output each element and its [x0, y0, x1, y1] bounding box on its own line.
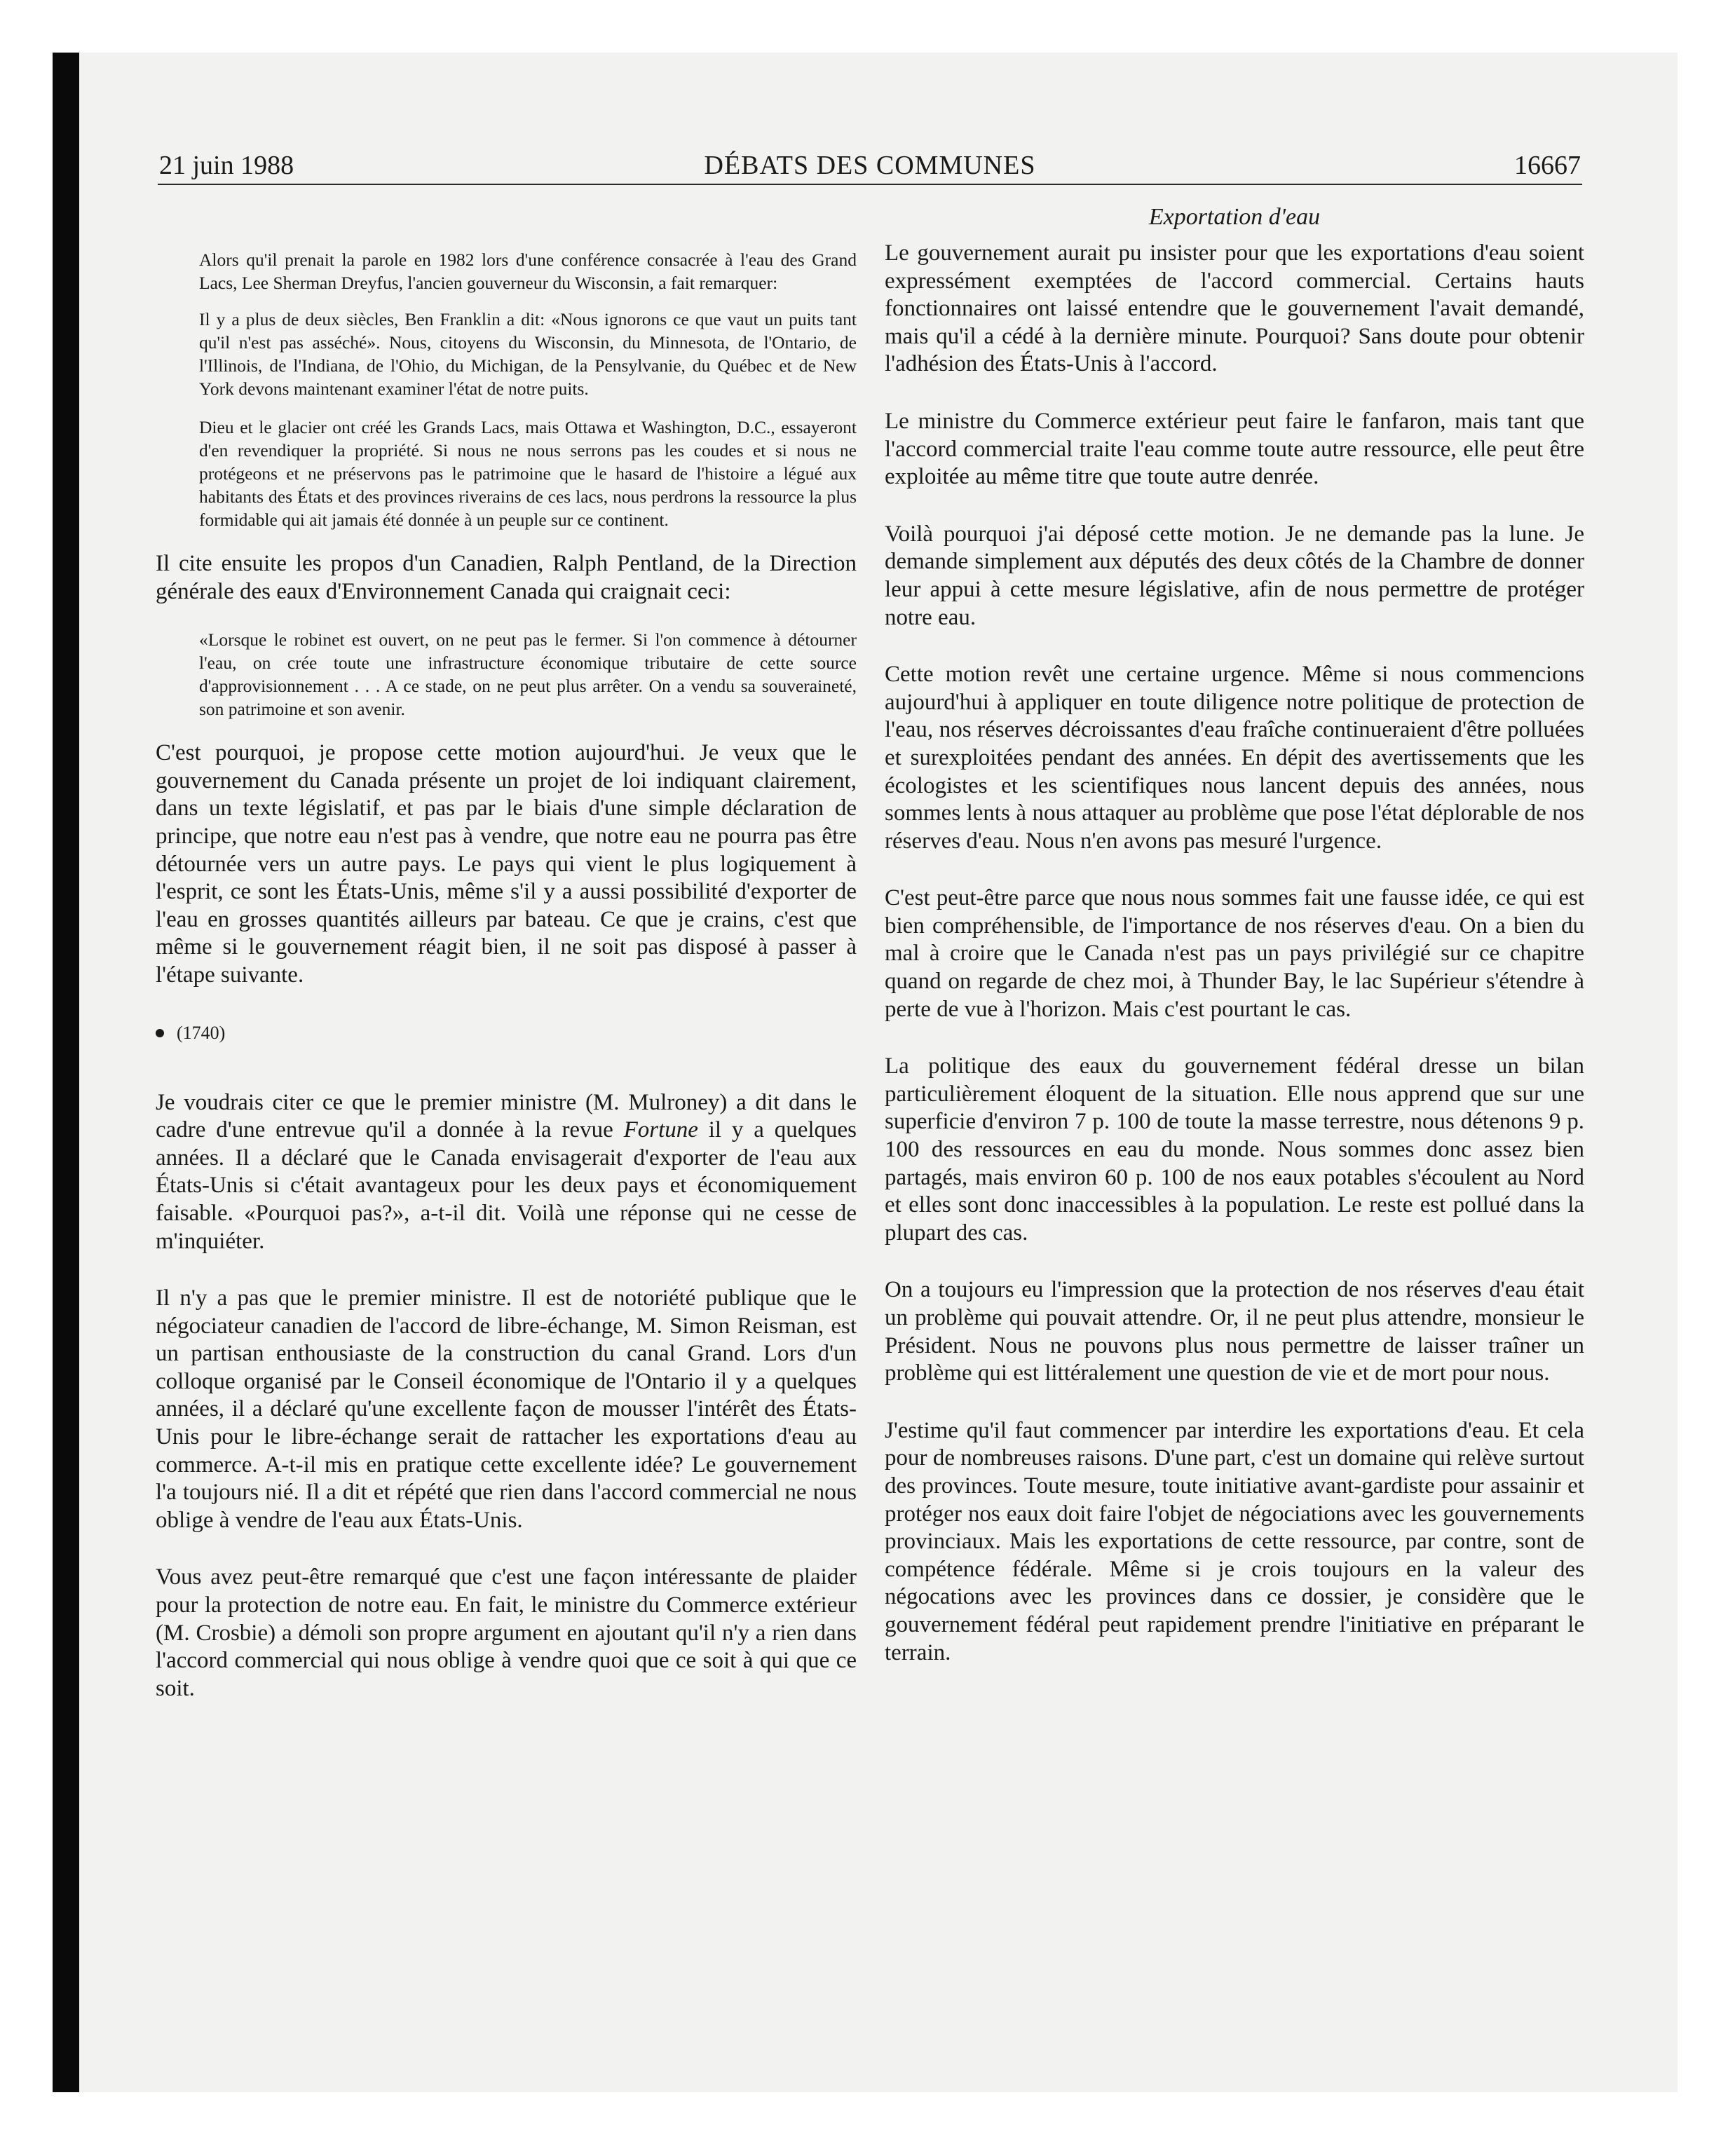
page-header [158, 147, 1582, 185]
quote-block-pentland [156, 628, 857, 721]
header-date: 21 juin 1988 [159, 151, 294, 180]
paragraph-politique: La politique des eaux du gouvernement fédéral dresse un bilan particulièrement éloquent de la situation. Elle nous apprend que sur une superficie d'environ 7 p. 100 de toute la masse terrestre, nous détenons 9 p. 100 des ressources en eau du monde. Nous sommes donc assez bien partagés, mais environ 60 p. 100 de nos eaux potables s'écoulent au Nord et elles sont donc inaccessibles à la population. Le reste est pollué dans la plupart des cas. [885, 1053, 1584, 1246]
bullet-icon [156, 1029, 164, 1037]
paragraph-urgence: Cette motion revêt une certaine urgence. Même si nous commencions aujourd'hui à appliquer en toute diligence notre politique de protection de l'eau, nos réserves décroissantes d'eau fraîche continueraient d'être polluées et surexploitées pendant des années. En dépit des avertissements que les écologistes et les scientifiques nous lancent depuis des années, nous sommes lents à nous attaquer au problème que pose l'état déplorable de nos réserves d'eau. Nous n'en avons pas mesuré l'urgence. [885, 662, 1584, 854]
paragraph-fanfaron: Le ministre du Commerce extérieur peut faire le fanfaron, mais tant que l'accord commercial traite l'eau comme toute autre ressource, elle peut être exploitée au même titre que toute autre denrée. [885, 408, 1584, 490]
magazine-title: Fortune [623, 1117, 698, 1143]
paragraph-crosbie: Vous avez peut-être remarqué que c'est une façon intéressante de plaider pour la protection de notre eau. En fait, le ministre du Commerce extérieur (M. Crosbie) a démoli son propre argument en ajoutant qu'il n'y a rien dans l'accord commercial qui nous oblige à vendre quoi que ce soit à qui que ce soit. [156, 1564, 857, 1701]
mulroney-text-start: Je voudrais citer ce que le premier ministre (M. Mulroney) a dit dans le cadre d'une entrevue qu'il a donnée à la revue [156, 1089, 857, 1143]
quote-intro: Alors qu'il prenait la parole en 1982 lors d'une conférence consacrée à l'eau des Grand Lacs, Lee Sherman Dreyfus, l'ancien gouverneur du Wisconsin, a fait remarquer: [199, 250, 857, 293]
timestamp [156, 1019, 857, 1047]
paragraph-motion: C'est pourquoi, je propose cette motion aujourd'hui. Je veux que le gouvernement du Canada présente un projet de loi indiquant clairement, dans un texte législatif, et pas par le biais d'une simple déclaration de principe, que notre eau n'est pas à vendre, que notre eau ne pourra pas être détournée vers un autre pays. Le pays qui vient le plus logiquement à l'esprit, ce sont les États-Unis, même s'il y a aussi possibilité d'exporter de l'eau en grosses quantités ailleurs par bateau. Ce que je crains, c'est que même si le gouvernement réagit bien, il ne soit pas disposé à passer à l'étape suivante. [156, 740, 857, 988]
header-page-number: 16667 [1514, 151, 1581, 180]
paragraph-vie-et-mort: On a toujours eu l'impression que la protection de nos réserves d'eau était un problème qui pouvait attendre. Or, il ne peut plus attendre, monsieur le Président. Nous ne pouvons plus nous permettre de laisser traîner un problème qui est littéralement une question de vie et de mort pour nous. [885, 1277, 1584, 1386]
paragraph-pentland: Il cite ensuite les propos d'un Canadien, Ralph Pentland, de la Direction générale des eaux d'Environnement Canada qui craignait ceci: [156, 551, 857, 604]
mulroney-text-end: il y a quelques années. Il a déclaré que le Canada envisagerait d'exporter de l'eau aux États-Unis si c'était avantageux pour les deux pays et économiquement faisable. «Pourquoi pas?», a-t-il dit. Voilà une réponse qui ne cesse de m'inquiéter. [156, 1117, 857, 1254]
scan-border [53, 53, 79, 2092]
paragraph-interdire: J'estime qu'il faut commencer par interdire les exportations d'eau. Et cela pour de nombreuses raisons. D'une part, c'est un domaine qui relève surtout des provinces. Toute mesure, toute initiative avant-gardiste pour assainir et protéger nos eaux doit faire l'objet de négociations avec les gouvernements provinciaux. Mais les exportations de cette ressource, par contre, sont de compétence fédérale. Même si je crois toujours en la valeur des négocations avec les provinces dans ce dossier, je considère que le gouvernement fédéral peut rapidement prendre l'initiative en préparant le terrain. [885, 1417, 1584, 1665]
quote-block-dreyfus [156, 308, 857, 531]
paragraph-thunder-bay: C'est peut-être parce que nous nous sommes fait une fausse idée, ce qui est bien compréhensible, de l'importance de nos réserves d'eau. On a bien du mal à croire que le Canada n'est pas un pays privilégié sur ce chapitre quand on regarde de chez moi, à Thunder Bay, le lac Supérieur s'étendre à perte de vue à l'horizon. Mais c'est pourtant le cas. [885, 885, 1584, 1022]
paragraph-lune: Voilà pourquoi j'ai déposé cette motion. Je ne demande pas la lune. Je demande simplement aux députés des deux côtés de la Chambre de donner leur appui à cette mesure législative, afin de nous permettre de protéger notre eau. [885, 521, 1584, 630]
paragraph-mulroney [156, 1089, 857, 1256]
quote-robinet: «Lorsque le robinet est ouvert, on ne peut pas le fermer. Si l'on commence à détourner l'eau, on crée toute une infrastructure économique tributaire de cette source d'approvisionnement . . . A ce stade, on ne peut plus arrêter. On a vendu sa souveraineté, son patrimoine et son avenir. [199, 629, 857, 720]
paragraph-exemption: Le gouvernement aurait pu insister pour que les exportations d'eau soient expressément exemptées de l'accord commercial. Certains hauts fonctionnaires ont laissé entendre que le gouvernement l'avait demandé, mais qu'il a cédé à la dernière minute. Pourquoi? Sans doute pour obtenir l'adhésion des États-Unis à l'accord. [885, 240, 1584, 377]
quote-block-intro [156, 248, 857, 294]
paragraph-reisman: Il n'y a pas que le premier ministre. Il est de notoriété publique que le négociateur canadien de l'accord de libre-échange, M. Simon Reisman, est un partisan enthousiaste de la construction du canal Grand. Lors d'un colloque organisé par le Conseil économique de l'Ontario il y a quelques années, il a déclaré qu'une excellente façon de mousser l'intérêt des États-Unis pour le libre-échange serait de rattacher les exportations d'eau au commerce. A-t-il mis en pratique cette excellente idée? Le gouvernement l'a toujours nié. Il a dit et répété que rien dans l'accord commercial ne nous oblige à vendre de l'eau aux États-Unis. [156, 1285, 857, 1533]
header-title: DÉBATS DES COMMUNES [704, 151, 1036, 180]
section-heading: Exportation d'eau [1148, 204, 1321, 230]
quote-franklin: Il y a plus de deux siècles, Ben Franklin a dit: «Nous ignorons ce que vaut un puits tant qu'il n'est pas asséché». Nous, citoyens du Wisconsin, du Minnesota, de l'Ontario, de l'Illinois, de l'Indiana, de l'Ohio, du Michigan, de la Pensylvanie, du Québec et de New York devons maintenant examiner l'état de notre puits. [199, 309, 857, 399]
timestamp-text: (1740) [177, 1022, 226, 1043]
right-column [885, 203, 1584, 1696]
left-column [156, 203, 857, 1732]
quote-glacier: Dieu et le glacier ont créé les Grands Lacs, mais Ottawa et Washington, D.C., essayeront d'en revendiquer la propriété. Si nous ne nous serrons pas les coudes et si nous ne protégeons et ne préservons pas le patrimoine que le hasard de l'histoire a légué aux habitants des États et des provinces riverains de ces lacs, nous perdrons la ressource la plus formidable qui ait jamais été donnée à un peuple sur ce continent. [199, 417, 857, 530]
